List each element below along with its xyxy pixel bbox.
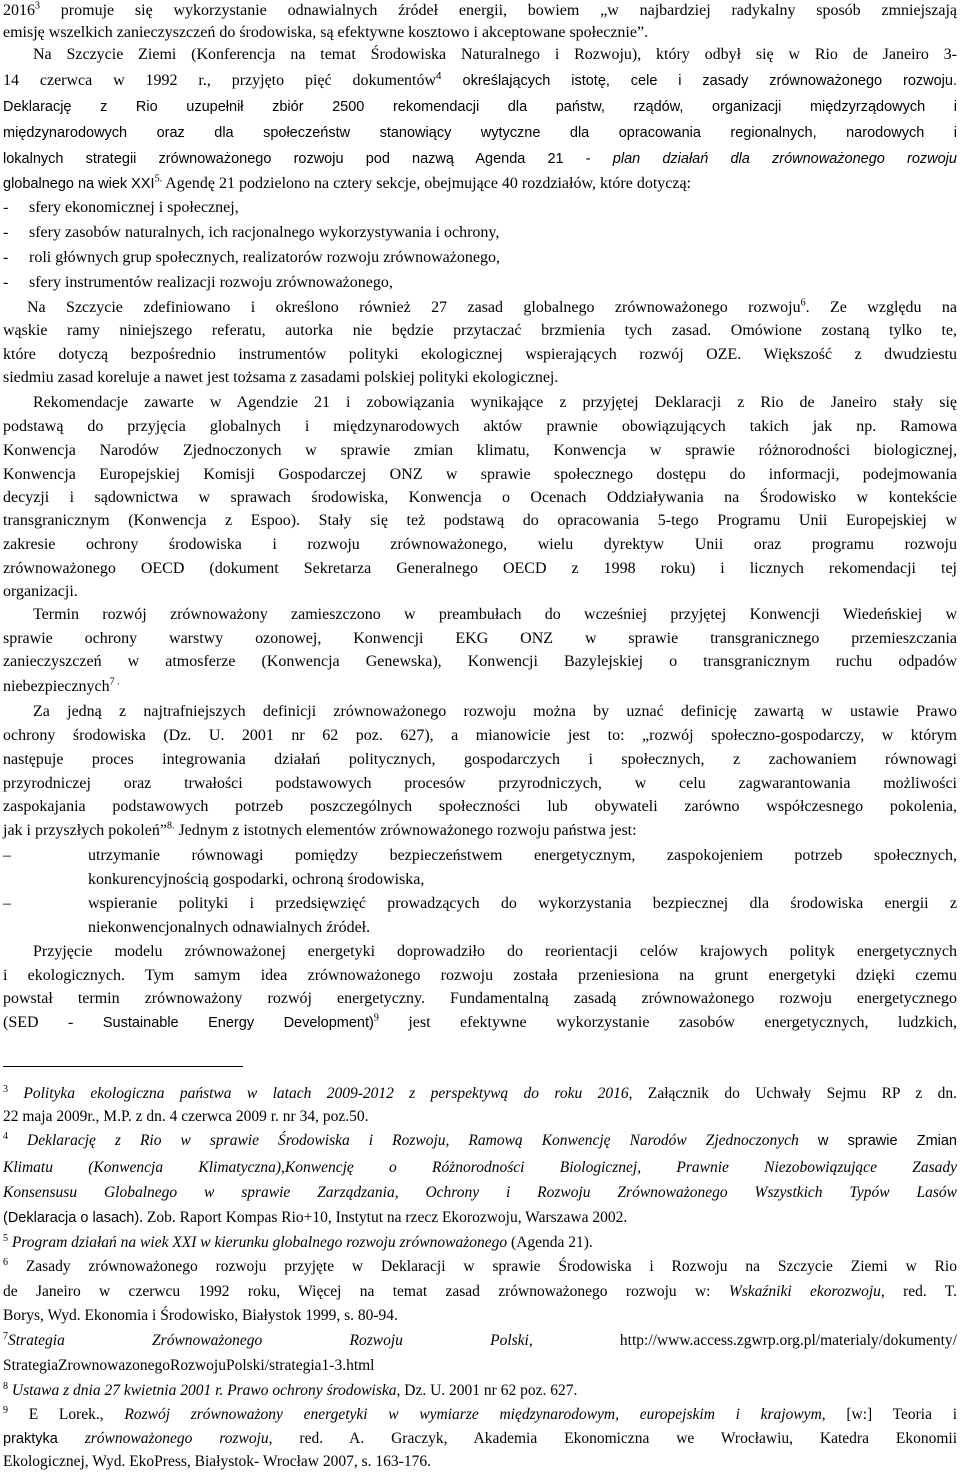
footnote: $^7$Strategia Zrównoważonego Rozwoju Polski, http://www.access.zgwrp.org.pl/materialy/dokumenty/ bbox=[3, 1330, 957, 1349]
footnote: Konsensusu Globalnego w sprawie Zarządzania, Ochrony i Rozwoju Zrównoważonego Wszystkich Typów Lasów bbox=[3, 1184, 957, 1201]
footnote bbox=[3, 1355, 957, 1377]
body-line: organizacji. bbox=[3, 583, 78, 600]
body-line: decyzji i sądownictwa w sprawach środowiska, Konwencja o Ocenach Oddziaływania na Środowisko w kontekście bbox=[3, 489, 957, 506]
body-line: globalnego na wiek $XXI^{5.}$ Agendę 21 podzielono na cztery sekcje, obejmujące 40 rozdziałów, które dotyczą: bbox=[3, 173, 692, 192]
body-line: Za jedną z najtrafniejszych definicji zrównoważonego rozwoju można by uznać definicję zawartą w ustawie Prawo bbox=[33, 703, 957, 720]
list-item: - sfery instrumentów realizacji rozwoju zrównoważonego, bbox=[3, 274, 393, 291]
body-line: Przyjęcie modelu zrównoważonej energetyki doprowadziło do reorientacji celów krajowych polityk energetycznych bbox=[33, 943, 957, 960]
body-line: Rekomendacje zawarte w Agendzie 21 i zobowiązania wynikające z przyjętej Deklaracji z Rio de Janeiro stały się bbox=[33, 394, 957, 411]
body-line: zrównoważonego OECD (dokument Sekretarza Generalnego OECD z 1998 roku) i licznych rekomendacji tej bbox=[3, 560, 957, 577]
body-line: ochrony środowiska (Dz. U. 2001 nr 62 poz. 627), a mianowicie jest to: „rozwój społeczno-gospodarczy, w którym bbox=[3, 727, 957, 744]
list-item: konkurencyjnością gospodarki, ochroną środowiska, bbox=[88, 871, 425, 888]
body-line: powstał termin zrównoważony rozwój energetyczny. Fundamentalną zasadą zrównoważonego rozwoju energetycznego bbox=[3, 990, 957, 1007]
footnote-ref[interactable]: 7 . bbox=[109, 676, 120, 688]
footnote-ref[interactable]: 3 bbox=[35, 0, 40, 12]
list-item: - sfery zasobów naturalnych, ich racjonalnego wykorzystywania i ochrony, bbox=[3, 224, 500, 241]
footnote-ref[interactable]: 6 bbox=[800, 297, 806, 309]
body-line: i ekologicznych. Tym samym idea zrównoważonego rozwoju została przeniesiona na grunt energetyki dzięki czemu bbox=[3, 967, 957, 984]
footnote-separator bbox=[3, 1066, 243, 1067]
body-line: zakresie ochrony środowiska i rozwoju zrównoważonego, wielu dyrektyw Unii oraz programu rozwoju bbox=[3, 536, 957, 553]
list-item: niekonwencjonalnych odnawialnych źródeł. bbox=[88, 919, 371, 936]
body-line: podstawą do przyjęcia globalnych i międzynarodowych aktów prawnie obowiązujących takich jak np. Ramowa bbox=[3, 418, 957, 435]
body-line: Konwencja Europejskiej Komisji Gospodarczej ONZ w sprawie społecznego dostępu do informacji, podejmowania bbox=[3, 466, 957, 483]
footnote-ref[interactable]: 4 bbox=[436, 71, 442, 83]
list-item: – utrzymanie równowagi pomiędzy bezpieczeństwem energetycznym, zaspokojeniem potrzeb społecznych, bbox=[3, 847, 957, 864]
footnote-ref[interactable]: 8. bbox=[166, 820, 175, 832]
footnote: $^6$ Zasady zrównoważonego rozwoju przyjęte w Deklaracji w sprawie Środowiska i Rozwoju na Szczycie Ziemi w Rio bbox=[3, 1256, 957, 1275]
body-line: przyrodniczej oraz trwałości podstawowych procesów przyrodniczych, w celu zagwarantowania możliwości bbox=[3, 775, 957, 792]
footnote: Ekologicznej, Wyd. EkoPress, Białystok- Wrocław 2007, s. 163-176. bbox=[3, 1453, 431, 1470]
body-line: Termin rozwój zrównoważony zamieszczono w preambułach do wcześniej przyjętej Konwencji Wiedeńskiej w bbox=[33, 606, 957, 623]
footnote: (Deklaracja o lasach). Zob. Raport Kompas Rio+10, Instytut na rzecz Ekorozwoju, Warszawa 2002. bbox=[3, 1209, 628, 1226]
body-line: które dotyczą bezpośrednio instrumentów polityki ekologicznej wspierających rozwój OZE. Większość z dwudziestu bbox=[3, 346, 957, 363]
body-line: Na Szczycie zdefiniowano i określono również 27 zasad globalnego zrównoważonego rozwoju$^6$. Ze względu na bbox=[27, 297, 958, 316]
body-line: Na Szczycie Ziemi (Konferencja na temat Środowiska Naturalnego i Rozwoju), który odbył się w Rio de Janeiro 3- bbox=[33, 46, 957, 63]
footnote: de Janeiro w czerwcu 1992 roku, Więcej na temat zasad zrównoważonego rozwoju w: Wskaźniki ekorozwoju, red. T. bbox=[3, 1283, 957, 1300]
footnote-ref[interactable]: 9 bbox=[373, 1012, 379, 1024]
footnote: $^5$ Program działań na wiek XXI w kierunku globalnego rozwoju zrównoważonego (Agenda 21). bbox=[3, 1232, 593, 1251]
list-item: - sfery ekonomicznej i społecznej, bbox=[3, 199, 239, 216]
body-line: sprawie ochrony warstwy ozonowej, Konwencji EKG ONZ w sprawie transgranicznego przemieszczania bbox=[3, 630, 957, 647]
body-line: transgranicznym (Konwencja z Espoo). Stały się też podstawą do opracowania 5-tego Programu Unii Europejskiej w bbox=[3, 512, 957, 529]
body-line: lokalnych strategii zrównoważonego rozwoju pod nazwą Agenda 21 - plan działań dla zrównoważonego rozwoju bbox=[3, 151, 957, 167]
body-line: zaspokajania podstawowych potrzeb poszczególnych społeczności lub obywateli zarówno współczesnego pokolenia, bbox=[3, 798, 957, 815]
body-line: niebezpiecznych$^{7 .}$ bbox=[3, 676, 120, 695]
body-line: emisję wszelkich zanieczyszczeń do środowiska, są efektywne kosztowo i akceptowane społecznie”. bbox=[3, 24, 649, 41]
footnote: $^8$ Ustawa z dnia 27 kwietnia 2001 r. Prawo ochrony środowiska, Dz. U. 2001 nr 62 poz. 627. bbox=[3, 1380, 578, 1399]
list-item: - roli głównych grup społecznych, realizatorów rozwoju zrównoważonego, bbox=[3, 249, 500, 266]
body-line: międzynarodowych oraz dla społeczeństw stanowiący wytyczne dla opracowania regionalnych, narodowych i bbox=[3, 125, 957, 141]
body-line: 2016$^3$ promuje się wykorzystanie odnawialnych źródeł energii, bowiem „w najbardziej radykalny sposób zmniejszają bbox=[3, 0, 957, 19]
footnote-ref[interactable]: 5. bbox=[154, 173, 163, 185]
body-line: siedmiu zasad koreluje a nawet jest tożsama z zasadami polskiej polityki ekologicznej. bbox=[3, 369, 559, 386]
footnote: $^3$ Polityka ekologiczna państwa w latach 2009-2012 z perspektywą do roku 2016, Załącznik do Uchwały Sejmu RP z dn. bbox=[3, 1083, 957, 1102]
body-line: wąskie ramy niniejszego referatu, autorka nie będzie przytaczać brzmienia tych zasad. Omówione zostaną tylko te, bbox=[3, 322, 957, 339]
footnote: $^9$ E Lorek., Rozwój zrównoważony energetyki w wymiarze międzynarodowym, europejskim i krajowym, [w:] Teoria i bbox=[3, 1404, 957, 1423]
body-line: Deklarację z Rio uzupełnił zbiór 2500 rekomendacji dla państw, rządów, organizacji międzyrządowych i bbox=[3, 99, 957, 115]
body-line: Konwencja Narodów Zjednoczonych w sprawie zmian klimatu, Konwencja w sprawie różnorodności biologicznej, bbox=[3, 442, 957, 459]
footnote-url[interactable]: http://www.access.zgwrp.org.pl/materialy/dokumenty/ bbox=[532, 1332, 957, 1349]
body-line: zanieczyszczeń w atmosferze (Konwencja Genewska), Konwencji Bazylejskiej o transgranicznym ruchu odpadów bbox=[3, 653, 957, 670]
body-line: jak i przyszłych pokoleń”$^{8.}$ Jednym z istotnych elementów zrównoważonego rozwoju państwa jest: bbox=[3, 820, 637, 839]
footnote: Klimatu (Konwencja Klimatyczna),Konwencję o Różnorodności Biologicznej, Prawnie Niezobowiązujące Zasady bbox=[3, 1159, 957, 1176]
footnote-url[interactable]: StrategiaZrownowazonegoRozwojuPolski/strategia1-3.html bbox=[3, 1357, 375, 1374]
body-line: (SED - Sustainable Energy Development)$^9$ jest efektywne wykorzystanie zasobów energetycznych, ludzkich, bbox=[3, 1012, 958, 1031]
list-item: – wspieranie polityki i przedsięwzięć prowadzących do wykorzystania bezpiecznej dla środowiska energii z bbox=[3, 895, 957, 912]
footnote: $^4$ Deklarację z Rio w sprawie Środowiska i Rozwoju, Ramową Konwencję Narodów Zjednoczonych w sprawie Zmian bbox=[3, 1130, 957, 1149]
body-line: następuje proces integrowania działań politycznych, gospodarczych i społecznych, z zachowaniem równowagi bbox=[3, 751, 957, 768]
body-line: 14 czerwca w 1992 r., przyjęto pięć dokumentów$^4$ określających istotę, cele i zasady zrównoważonego rozwoju. bbox=[3, 71, 957, 89]
footnote: 22 maja 2009r., M.P. z dn. 4 czerwca 2009 r. nr 34, poz.50. bbox=[3, 1108, 369, 1125]
footnote: Borys, Wyd. Ekonomia i Środowisko, Białystok 1999, s. 80-94. bbox=[3, 1307, 398, 1324]
footnote: praktyka zrównoważonego rozwoju, red. A. Graczyk, Akademia Ekonomiczna we Wrocławiu, Katedra Ekonomii bbox=[3, 1430, 957, 1447]
